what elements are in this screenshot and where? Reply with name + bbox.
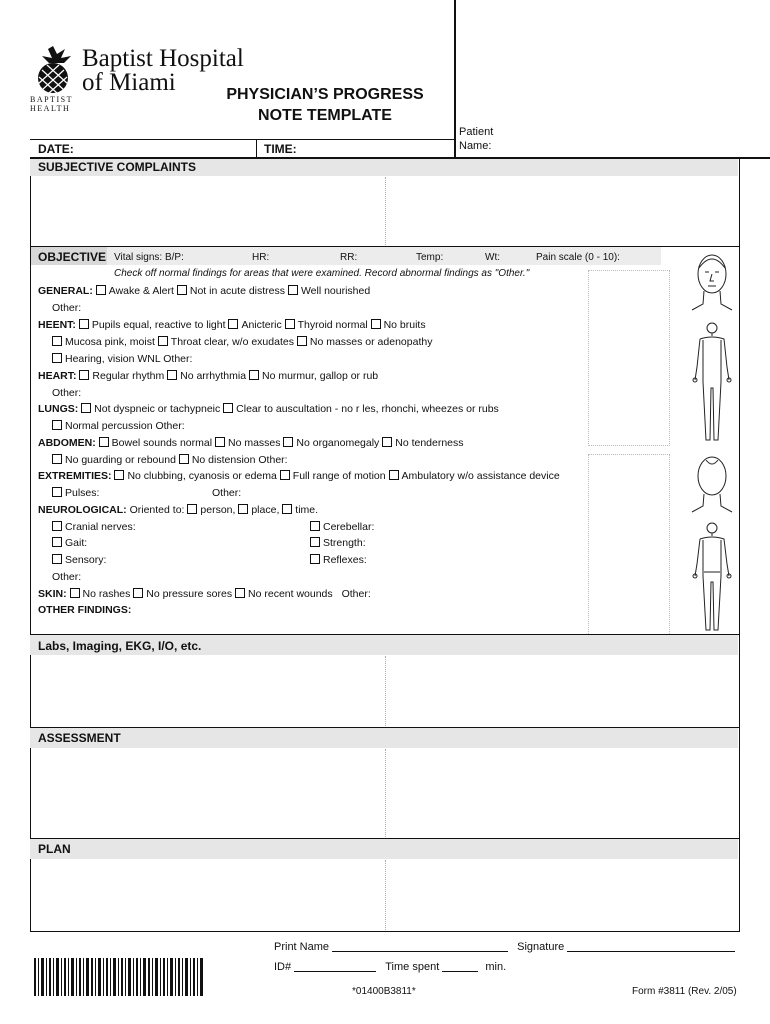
checkbox[interactable] xyxy=(177,285,187,295)
back-head-diagram-icon xyxy=(686,452,738,516)
checkbox[interactable] xyxy=(96,285,106,295)
neuro-right-2 xyxy=(310,537,366,550)
form-right-border xyxy=(739,158,740,932)
option-label: No organomegaly xyxy=(296,437,380,449)
option-label: No masses xyxy=(227,437,281,449)
patient-name-label xyxy=(459,125,493,153)
general-label: GENERAL: xyxy=(38,285,93,297)
plan-input-area[interactable] xyxy=(31,860,739,930)
abdomen-other: Other: xyxy=(258,454,288,466)
time-label: TIME: xyxy=(264,142,297,156)
print-name-label: Print Name xyxy=(274,941,330,953)
option-label: Not dyspneic or tachypneic xyxy=(94,403,221,415)
barcode-icon xyxy=(34,958,204,996)
option-label: Thyroid normal xyxy=(297,319,368,331)
option-label: Well nourished xyxy=(300,285,371,297)
option-label: Awake & Alert xyxy=(108,285,174,297)
option-label: Strength: xyxy=(323,537,366,549)
checkbox[interactable] xyxy=(215,437,225,447)
lungs-row-2 xyxy=(52,420,185,433)
checkbox[interactable] xyxy=(52,454,62,464)
checkbox[interactable] xyxy=(223,403,233,413)
option-label: No masses or adenopathy xyxy=(309,336,433,348)
option-label: No pressure sores xyxy=(146,588,233,600)
heent-other: Other: xyxy=(163,353,193,365)
option-label: No clubbing, cyanosis or edema xyxy=(127,470,277,482)
logo-badge-line1: BAPTIST xyxy=(30,95,73,104)
skin-label: SKIN: xyxy=(38,588,67,600)
option-label: No bruits xyxy=(383,319,426,331)
patient-label-line1: Patient xyxy=(459,126,494,138)
checkbox[interactable] xyxy=(158,336,168,346)
neuro-left-2 xyxy=(52,537,87,550)
checkbox[interactable] xyxy=(297,336,307,346)
option-label: Regular rhythm xyxy=(92,370,165,382)
front-head-diagram-icon xyxy=(686,248,738,314)
checkbox[interactable] xyxy=(167,370,177,380)
option-label: Gait: xyxy=(65,537,88,549)
option-label: person, xyxy=(200,504,236,516)
neuro-label: NEUROLOGICAL: xyxy=(38,504,127,516)
neuro-right-3 xyxy=(310,554,367,567)
checkbox[interactable] xyxy=(133,588,143,598)
abdomen-row-2 xyxy=(52,454,288,467)
checkbox[interactable] xyxy=(52,353,62,363)
plan-title: PLAN xyxy=(38,842,71,856)
pineapple-logo-icon xyxy=(30,44,76,94)
labs-input-area[interactable] xyxy=(31,656,739,726)
heent-row-1 xyxy=(38,319,426,332)
checkbox[interactable] xyxy=(282,504,292,514)
time-spent-field[interactable] xyxy=(442,961,478,972)
header-top-rule xyxy=(30,139,454,140)
checkbox[interactable] xyxy=(114,470,124,480)
checkbox[interactable] xyxy=(79,319,89,329)
option-label: place, xyxy=(251,504,280,516)
general-row xyxy=(38,285,370,298)
back-body-diagram-icon xyxy=(690,522,734,634)
option-label: No tenderness xyxy=(395,437,464,449)
signature-field[interactable] xyxy=(567,941,735,952)
form-title-line1: PHYSICIAN’S PROGRESS xyxy=(226,86,424,103)
option-label: Throat clear, w/o exudates xyxy=(170,336,294,348)
print-name-field[interactable] xyxy=(332,941,508,952)
id-label: ID# xyxy=(274,961,292,973)
option-label: No murmur, gallop or rub xyxy=(262,370,379,382)
option-label: Reflexes: xyxy=(323,554,367,566)
vitals-hr: HR: xyxy=(252,252,270,263)
option-label: Bowel sounds normal xyxy=(111,437,213,449)
neuro-right-1 xyxy=(310,521,374,534)
option-label: Anicteric xyxy=(241,319,282,331)
checkbox[interactable] xyxy=(52,420,62,430)
instruction-text: Check off normal findings for areas that were examined. Record abnormal findings as "Other." xyxy=(114,268,530,279)
option-label: Cranial nerves: xyxy=(65,521,136,533)
extremities-row-2 xyxy=(52,487,99,500)
plan-band xyxy=(30,839,738,859)
form-title-line2: NOTE TEMPLATE xyxy=(258,107,392,124)
option-label: No distension xyxy=(191,454,256,466)
patient-label-line2: Name: xyxy=(459,140,492,152)
neuro-row xyxy=(38,504,318,517)
checkbox[interactable] xyxy=(382,437,392,447)
checkbox[interactable] xyxy=(52,487,62,497)
checkbox[interactable] xyxy=(310,521,320,531)
vitals-rr: RR: xyxy=(340,252,358,263)
checkbox[interactable] xyxy=(371,319,381,329)
form-number: Form #3811 (Rev. 2/05) xyxy=(632,986,737,997)
checkbox[interactable] xyxy=(52,554,62,564)
neuro-left-1 xyxy=(52,521,136,534)
vitals-pain-scale: Pain scale (0 - 10): xyxy=(536,252,620,263)
option-label: No guarding or rebound xyxy=(65,454,176,466)
date-label: DATE: xyxy=(38,142,74,156)
option-label: Ambulatory w/o assistance device xyxy=(401,470,560,482)
other-findings-text: OTHER FINDINGS: xyxy=(38,604,132,616)
form-title xyxy=(205,84,445,126)
print-name-row xyxy=(274,941,735,953)
checkbox[interactable] xyxy=(70,588,80,598)
checkbox[interactable] xyxy=(285,319,295,329)
logo-line1: Baptist Hospital xyxy=(82,45,244,72)
checkbox[interactable] xyxy=(249,370,259,380)
front-body-diagram-icon xyxy=(690,322,734,444)
option-label: No arrhythmia xyxy=(180,370,247,382)
heent-row-2 xyxy=(52,336,432,349)
header-divider xyxy=(454,0,456,158)
option-label: Full range of motion xyxy=(292,470,386,482)
vitals-bp: Vital signs: B/P: xyxy=(114,252,184,263)
vitals-temp: Temp: xyxy=(416,252,444,263)
heart-label: HEART: xyxy=(38,370,77,382)
checkbox[interactable] xyxy=(228,319,238,329)
skin-row xyxy=(38,588,371,601)
checkbox[interactable] xyxy=(99,437,109,447)
assessment-title: ASSESSMENT xyxy=(38,731,121,745)
option-label: No recent wounds xyxy=(248,588,333,600)
checkbox[interactable] xyxy=(238,504,248,514)
option-label: time. xyxy=(295,504,319,516)
objective-title: OBJECTIVE xyxy=(38,250,107,264)
date-time-divider xyxy=(256,139,257,158)
option-label: Mucosa pink, moist xyxy=(65,336,155,348)
neuro-other: Other: xyxy=(52,571,82,583)
checkbox[interactable] xyxy=(187,504,197,514)
checkbox[interactable] xyxy=(179,454,189,464)
checkbox[interactable] xyxy=(288,285,298,295)
checkbox[interactable] xyxy=(310,537,320,547)
option-label: Normal percussion xyxy=(65,420,153,432)
checkbox[interactable] xyxy=(310,554,320,564)
heart-row xyxy=(38,370,378,383)
abdomen-label: ABDOMEN: xyxy=(38,437,96,449)
skin-other: Other: xyxy=(341,588,371,600)
labs-title: Labs, Imaging, EKG, I/O, etc. xyxy=(38,639,202,653)
option-label: Not in acute distress xyxy=(189,285,286,297)
abdomen-row xyxy=(38,437,464,450)
heent-row-3 xyxy=(52,353,192,366)
heart-other: Other: xyxy=(52,387,82,399)
option-label: Hearing, vision WNL xyxy=(65,353,161,365)
front-diagram-notes-box[interactable] xyxy=(588,270,670,446)
checkbox[interactable] xyxy=(81,403,91,413)
extremities-row xyxy=(38,470,560,483)
id-field[interactable] xyxy=(294,961,376,972)
vitals-wt: Wt: xyxy=(485,252,500,263)
subjective-title: SUBJECTIVE COMPLAINTS xyxy=(38,160,197,174)
option-label: Pupils equal, reactive to light xyxy=(91,319,226,331)
general-other: Other: xyxy=(52,302,82,314)
option-label: Clear to auscultation - no r les, rhonchi, wheezes or rubs xyxy=(236,403,499,415)
option-label: Sensory: xyxy=(65,554,107,566)
lungs-row xyxy=(38,403,499,416)
lungs-label: LUNGS: xyxy=(38,403,79,415)
checkbox[interactable] xyxy=(389,470,399,480)
option-label: Pulses: xyxy=(65,487,100,499)
logo-line2: of Miami xyxy=(82,69,176,96)
option-label: No rashes xyxy=(82,588,131,600)
assessment-band xyxy=(30,728,738,748)
heent-label: HEENT: xyxy=(38,319,76,331)
form-bottom-border xyxy=(30,931,740,932)
checkbox[interactable] xyxy=(79,370,89,380)
extremities-label: EXTREMITIES: xyxy=(38,470,112,482)
neuro-oriented: Oriented to: xyxy=(129,504,185,516)
checkbox[interactable] xyxy=(52,537,62,547)
neuro-left-3 xyxy=(52,554,106,567)
time-spent-label: Time spent xyxy=(385,961,440,973)
id-row xyxy=(274,961,506,973)
extremities-other: Other: xyxy=(212,487,242,499)
assessment-input-area[interactable] xyxy=(31,749,739,837)
checkbox[interactable] xyxy=(283,437,293,447)
lungs-other: Other: xyxy=(155,420,185,432)
checkbox[interactable] xyxy=(280,470,290,480)
checkbox[interactable] xyxy=(52,521,62,531)
logo-badge-line2: HEALTH xyxy=(30,104,71,113)
back-diagram-notes-box[interactable] xyxy=(588,454,670,636)
option-label: Cerebellar: xyxy=(323,521,375,533)
barcode-text: *01400B3811* xyxy=(352,986,416,997)
min-label: min. xyxy=(485,961,507,973)
subjective-input-area[interactable] xyxy=(31,177,739,245)
checkbox[interactable] xyxy=(52,336,62,346)
other-findings-label xyxy=(38,604,131,617)
signature-label: Signature xyxy=(517,941,565,953)
checkbox[interactable] xyxy=(235,588,245,598)
